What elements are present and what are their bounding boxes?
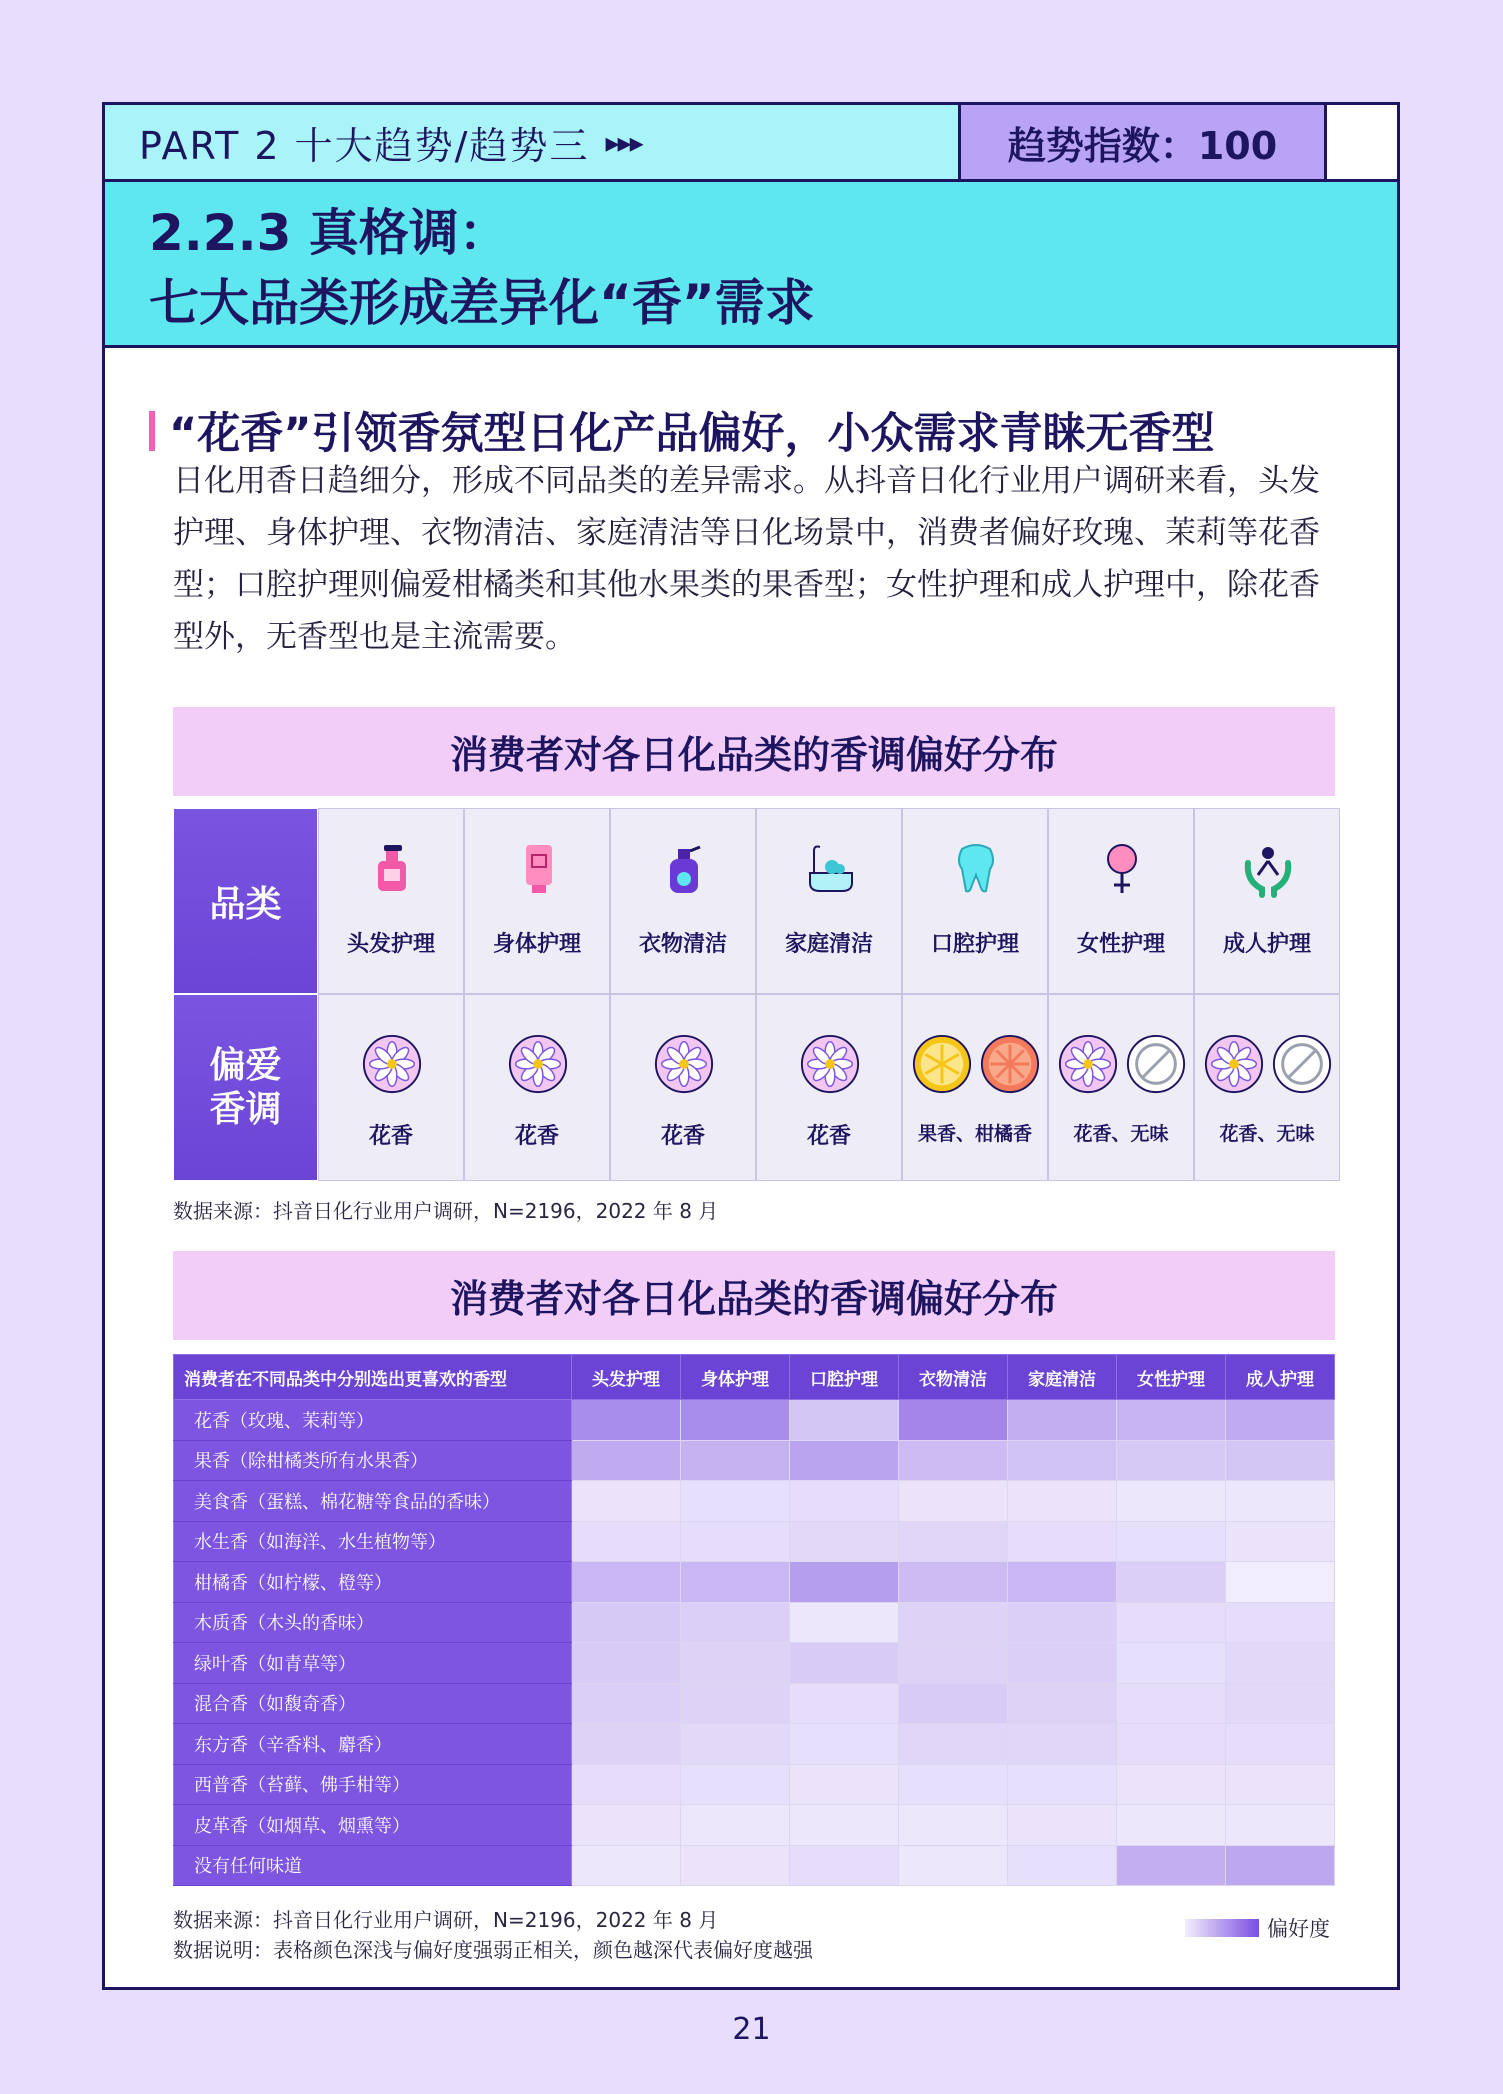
heatmap-cell [899,1643,1008,1684]
heatmap-cell [681,1562,790,1603]
heatmap-cell [1117,1845,1226,1886]
category-label: 衣物清洁 [638,932,727,957]
heatmap-cell [1117,1440,1226,1481]
heatmap-cell [681,1602,790,1643]
heatmap-cell [1008,1683,1117,1724]
heatmap-column-header: 口腔护理 [790,1355,899,1400]
row-header-category: 品类 [173,808,318,994]
preference-icon-table [173,808,1337,1181]
heatmap-cell [681,1400,790,1441]
grapefruit-scent-icon [979,1033,1041,1095]
preference-label: 花香 [514,1124,559,1149]
heatmap-cell [1008,1764,1117,1805]
flower-scent-icon [799,1033,861,1095]
heatmap-row-label: 西普香（苔藓、佛手柑等） [174,1764,572,1805]
heatmap-row [174,1643,1335,1684]
part-label [105,105,961,179]
heatmap-row [174,1440,1335,1481]
preference-heatmap [173,1354,1335,1886]
lemon-scent-icon [911,1033,973,1095]
preference-cell [318,994,464,1181]
heatmap-cell [1117,1602,1226,1643]
none-scent-icon [1271,1033,1333,1095]
subheading [149,400,1215,461]
heatmap-corner-header: 消费者在不同品类中分别选出更喜欢的香型 [174,1355,572,1400]
category-cell [318,808,464,994]
heatmap-cell [1226,1764,1335,1805]
heatmap-row-label: 美食香（蛋糕、棉花糖等食品的香味） [174,1481,572,1522]
heatmap-cell [681,1521,790,1562]
heatmap-cell [899,1521,1008,1562]
table2-notes [173,1905,813,1965]
heatmap-row [174,1562,1335,1603]
category-label: 成人护理 [1222,932,1311,957]
category-cell [1048,808,1194,994]
heatmap-cell [572,1805,681,1846]
preference-label: 花香、无味 [1219,1123,1315,1145]
heatmap-row-label: 东方香（辛香料、麝香） [174,1724,572,1765]
preference-cell [1048,994,1194,1181]
table1-source: 数据来源：抖音日化行业用户调研，N=2196，2022 年 8 月 [173,1199,719,1223]
arrows-icon: ▸▸▸ [605,125,642,159]
heatmap-cell [572,1481,681,1522]
heatmap-cell [1008,1562,1117,1603]
heatmap-cell [790,1764,899,1805]
heatmap-cell [1117,1481,1226,1522]
heatmap-cell [572,1400,681,1441]
category-cell [610,808,756,994]
heatmap-column-header: 家庭清洁 [1008,1355,1117,1400]
heatmap-cell [790,1440,899,1481]
heatmap-row-label: 果香（除柑橘类所有水果香） [174,1440,572,1481]
category-cell [756,808,902,994]
heatmap-cell [1226,1521,1335,1562]
section-title-box [105,182,1397,348]
heatmap-cell [1008,1845,1117,1886]
heatmap-cell [572,1764,681,1805]
heatmap-row-label: 水生香（如海洋、水生植物等） [174,1521,572,1562]
heatmap-cell [1117,1764,1226,1805]
heatmap-column-header: 头发护理 [572,1355,681,1400]
heatmap-cell [572,1440,681,1481]
heatmap-cell [1226,1602,1335,1643]
flower-scent-icon [361,1033,423,1095]
detergent-bottle-icon [655,839,713,899]
heatmap-cell [1008,1440,1117,1481]
row-header-preference: 偏爱 香调 [173,994,318,1181]
heatmap-cell [1117,1562,1226,1603]
heatmap-cell [899,1764,1008,1805]
heatmap-row-label: 花香（玫瑰、茉莉等） [174,1400,572,1441]
top-bar [105,105,1397,182]
preference-label: 花香 [660,1124,705,1149]
flower-scent-icon [1057,1033,1119,1095]
heatmap-row-label: 没有任何味道 [174,1845,572,1886]
heatmap-cell [899,1845,1008,1886]
shampoo-bottle-icon [363,839,421,899]
category-label: 身体护理 [492,932,581,957]
heatmap-cell [681,1764,790,1805]
heatmap-cell [1008,1481,1117,1522]
heatmap-row-label: 皮革香（如烟草、烟熏等） [174,1805,572,1846]
page-frame [102,102,1400,1990]
category-cell [902,808,1048,994]
heatmap-cell [681,1481,790,1522]
heatmap-cell [1117,1683,1226,1724]
preference-label: 花香 [368,1124,413,1149]
heatmap-cell [1008,1602,1117,1643]
female-symbol-icon [1093,839,1151,899]
heatmap-cell [1226,1440,1335,1481]
heatmap-column-header: 身体护理 [681,1355,790,1400]
section-title-line-1: 2.2.3 真格调： [149,204,509,262]
heatmap-cell [681,1805,790,1846]
section-title-line-2: 七大品类形成差异化“香”需求 [149,274,815,332]
flower-scent-icon [1203,1033,1265,1095]
heatmap-cell [1226,1481,1335,1522]
heatmap-row [174,1805,1335,1846]
heatmap-cell [790,1683,899,1724]
heatmap-row [174,1724,1335,1765]
heatmap-cell [572,1683,681,1724]
heatmap-cell [1226,1724,1335,1765]
heatmap-cell [572,1724,681,1765]
heatmap-cell [572,1643,681,1684]
heatmap-cell [899,1805,1008,1846]
category-label: 口腔护理 [930,932,1019,957]
table1-title: 消费者对各日化品类的香调偏好分布 [173,707,1335,796]
heatmap-cell [899,1602,1008,1643]
preference-cell [610,994,756,1181]
preference-label: 花香、无味 [1073,1123,1169,1145]
heatmap-cell [681,1683,790,1724]
preference-cell [902,994,1048,1181]
heatmap-cell [1226,1845,1335,1886]
heatmap-cell [572,1602,681,1643]
category-cell [1194,808,1340,994]
heatmap-cell [1226,1805,1335,1846]
heatmap-cell [572,1845,681,1886]
category-label: 家庭清洁 [784,932,873,957]
heatmap-cell [681,1440,790,1481]
table2-title: 消费者对各日化品类的香调偏好分布 [173,1251,1335,1340]
subheading-accent-bar [149,411,155,451]
preference-label: 花香 [806,1124,851,1149]
heatmap-cell [790,1805,899,1846]
flower-scent-icon [507,1033,569,1095]
subheading-text: “花香”引领香氛型日化产品偏好，小众需求青睐无香型 [169,409,1215,459]
heatmap-cell [681,1643,790,1684]
heatmap-cell [1008,1805,1117,1846]
category-label: 女性护理 [1076,932,1165,957]
care-hands-icon [1239,839,1297,899]
table2-source: 数据来源：抖音日化行业用户调研，N=2196，2022 年 8 月 [173,1908,719,1932]
heatmap-cell [899,1481,1008,1522]
heatmap-cell [899,1400,1008,1441]
heatmap-cell [899,1562,1008,1603]
heatmap-cell [572,1562,681,1603]
heatmap-cell [1117,1724,1226,1765]
legend-label: 偏好度 [1267,1917,1330,1941]
heatmap-row [174,1683,1335,1724]
lotion-tube-icon [509,839,567,899]
heatmap-row [174,1521,1335,1562]
heatmap-cell [1117,1643,1226,1684]
flower-scent-icon [653,1033,715,1095]
heatmap-cell [1226,1683,1335,1724]
heatmap-row [174,1481,1335,1522]
heatmap-cell [1008,1724,1117,1765]
preference-cell [756,994,902,1181]
heatmap-cell [681,1845,790,1886]
heatmap-cell [1226,1400,1335,1441]
heatmap-row-label: 柑橘香（如柠檬、橙等） [174,1562,572,1603]
heatmap-cell [1117,1805,1226,1846]
heatmap-cell [1226,1643,1335,1684]
heatmap-cell [790,1521,899,1562]
preference-cell [1194,994,1340,1181]
heatmap-row [174,1602,1335,1643]
category-cell [464,808,610,994]
page-number: 21 [732,2012,771,2047]
heatmap-cell [899,1440,1008,1481]
heatmap-cell [1117,1400,1226,1441]
category-label: 头发护理 [346,932,435,957]
heatmap-column-header: 成人护理 [1226,1355,1335,1400]
heatmap-cell [899,1683,1008,1724]
heatmap-cell [790,1481,899,1522]
heatmap-row [174,1764,1335,1805]
heatmap-cell [1008,1521,1117,1562]
body-paragraph: 日化用香日趋细分，形成不同品类的差异需求。从抖音日化行业用户调研来看，头发护理、身体护理、衣物清洁、家庭清洁等日化场景中，消费者偏好玫瑰、茉莉等花香型；口腔护理则偏爱柑橘类和其他水果类的果香型；女性护理和成人护理中，除花香型外，无香型也是主流需要。 [173,463,1320,655]
heatmap-row-label: 混合香（如馥奇香） [174,1683,572,1724]
heatmap-cell [1117,1521,1226,1562]
heatmap-cell [572,1521,681,1562]
heatmap-cell [790,1643,899,1684]
heatmap-row [174,1845,1335,1886]
heatmap-cell [790,1400,899,1441]
heatmap-cell [899,1724,1008,1765]
heatmap-legend [1185,1913,1330,1943]
heatmap-cell [790,1845,899,1886]
trend-index: 趋势指数：100 [961,105,1327,179]
heatmap-row-label: 木质香（木头的香味） [174,1602,572,1643]
heatmap-cell [681,1724,790,1765]
heatmap-cell [1008,1400,1117,1441]
heatmap-cell [790,1602,899,1643]
heatmap-row [174,1400,1335,1441]
heatmap-row-label: 绿叶香（如青草等） [174,1643,572,1684]
legend-gradient [1185,1919,1259,1937]
bathtub-icon [801,839,859,899]
preference-cell [464,994,610,1181]
table2-note: 数据说明：表格颜色深浅与偏好度强弱正相关，颜色越深代表偏好度越强 [173,1938,813,1962]
heatmap-column-header: 女性护理 [1117,1355,1226,1400]
part-text: PART 2 十大趋势/趋势三 [139,123,590,168]
tooth-icon [947,839,1005,899]
heatmap-cell [1008,1643,1117,1684]
heatmap-column-header: 衣物清洁 [899,1355,1008,1400]
heatmap-cell [790,1562,899,1603]
heatmap-cell [1226,1562,1335,1603]
heatmap-cell [790,1724,899,1765]
none-scent-icon [1125,1033,1187,1095]
preference-label: 果香、柑橘香 [917,1123,1032,1145]
